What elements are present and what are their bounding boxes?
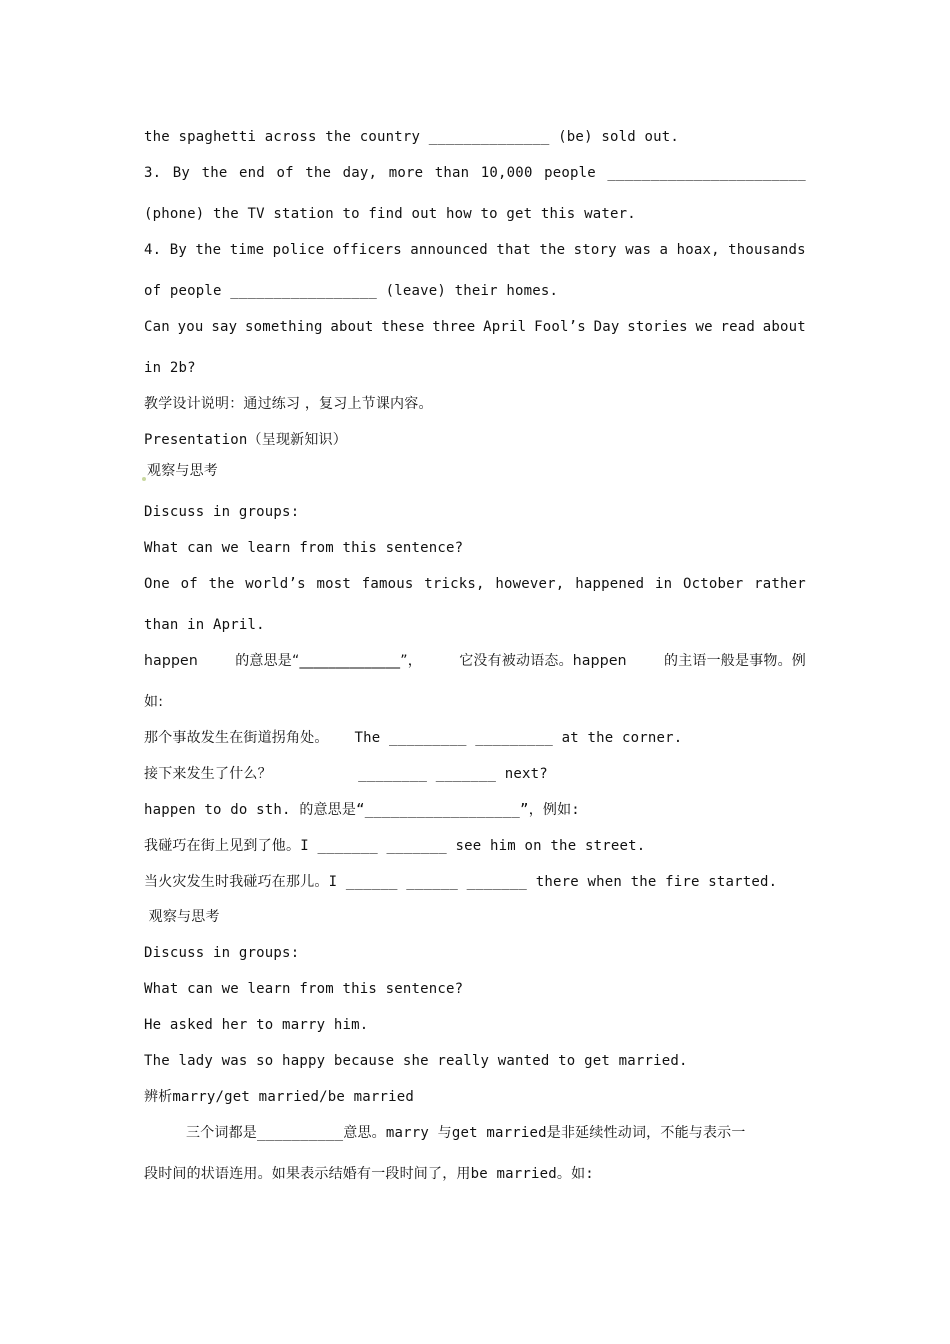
word: about: [762, 319, 806, 335]
exercise-item-3-continued: (phone) the TV station to find out how to get this water.: [144, 206, 636, 222]
word: _______________________: [607, 165, 806, 181]
word: time: [229, 242, 265, 258]
word: thousands: [728, 242, 806, 258]
contrast-heading: 辨析marry/get married/be married: [144, 1089, 415, 1105]
word: these: [381, 319, 425, 335]
word: end: [239, 165, 265, 181]
word: officers: [332, 242, 402, 258]
word: By: [172, 165, 191, 181]
paragraph-line-2: 段时间的状语连用。如果表示结婚有一段时间了，用be married。如:: [144, 1166, 594, 1182]
word: a: [659, 242, 669, 258]
word: rather: [754, 576, 806, 592]
example-sentence-3: The lady was so happy because she really wanted to get married.: [144, 1053, 688, 1069]
word: Fool’s: [534, 319, 586, 335]
exercise-item-3: [144, 164, 806, 182]
word: the: [539, 242, 566, 258]
word: however,: [495, 576, 565, 592]
word: read: [720, 319, 756, 335]
word: in: [654, 576, 673, 592]
word: April: [483, 319, 527, 335]
word: about: [330, 319, 374, 335]
word: of: [180, 576, 198, 592]
question-prompt: What can we learn from this sentence?: [144, 540, 464, 556]
happen-meaning-continued: 如:: [144, 694, 164, 710]
word: three: [432, 319, 476, 335]
exercise-line-2-continued: the spaghetti across the country ______________ (be) sold out.: [144, 129, 679, 145]
word: happen: [144, 653, 198, 669]
word: tricks,: [424, 576, 485, 592]
word: you: [177, 319, 204, 335]
review-question: [144, 318, 806, 336]
example-sentence-continued: than in April.: [144, 617, 265, 633]
presentation-heading: Presentation（呈现新知识）: [144, 432, 347, 448]
word: happened: [575, 576, 645, 592]
word: announced: [410, 242, 488, 258]
translation-example-1: 那个事故发生在街道拐角处。 The _________ _________ at the corner.: [144, 730, 683, 746]
exercise-item-4: [144, 241, 806, 259]
translation-example-4: 当火灾发生时我碰巧在那儿。I ______ ______ _______ there when the fire started.: [144, 874, 778, 890]
example-sentence-2: He asked her to marry him.: [144, 1017, 369, 1033]
word: hoax,: [676, 242, 720, 258]
word: of: [276, 165, 294, 181]
word: we: [695, 319, 713, 335]
design-note: 教学设计说明：通过练习 ，复习上节课内容。: [144, 396, 433, 412]
section-heading-observe-think: 观察与思考: [147, 463, 218, 479]
discuss-prompt-2: Discuss in groups:: [144, 945, 300, 961]
word: famous: [361, 576, 414, 592]
word: the: [201, 165, 228, 181]
word: the: [305, 165, 332, 181]
word: 10,000: [480, 165, 533, 181]
word: One: [144, 576, 170, 592]
word: most: [316, 576, 351, 592]
word: that: [496, 242, 531, 258]
word: 它没有被动语态。happen: [459, 653, 627, 669]
happen-meaning: [144, 652, 806, 670]
word: more: [388, 165, 424, 181]
discuss-prompt: Discuss in groups:: [144, 504, 300, 520]
example-sentence: [144, 575, 806, 593]
word: 的主语一般是事物。例: [664, 653, 806, 669]
word: 3.: [144, 165, 162, 181]
word: stories: [627, 319, 688, 335]
word: By: [169, 242, 187, 258]
translation-example-3: 我碰巧在街上见到了他。I _______ _______ see him on the street.: [144, 838, 646, 854]
section-heading-observe-think-2: 观察与思考: [144, 909, 220, 925]
word: Can: [144, 319, 170, 335]
word: world’s: [245, 576, 306, 592]
word: the: [208, 576, 235, 592]
word: something: [244, 319, 323, 335]
question-prompt-2: What can we learn from this sentence?: [144, 981, 464, 997]
word: 4.: [144, 242, 162, 258]
word: police: [272, 242, 325, 258]
word: 的意思是“______________”，: [235, 653, 422, 669]
review-question-continued: in 2b?: [144, 360, 196, 376]
word: the: [195, 242, 222, 258]
word: than: [434, 165, 470, 181]
word: October: [682, 576, 744, 592]
word: Day: [593, 319, 620, 335]
exercise-item-4-continued: of people _________________ (leave) their homes.: [144, 283, 559, 299]
word: say: [211, 319, 238, 335]
word: day,: [342, 165, 378, 181]
word: was: [625, 242, 652, 258]
word: story: [573, 242, 617, 258]
paragraph-line-1: 三个词都是__________意思。marry 与get married是非延续性动词，不能与表示一: [186, 1125, 746, 1141]
happen-to-meaning: happen to do sth. 的意思是“__________________”，例如:: [144, 802, 580, 818]
word: people: [544, 165, 596, 181]
translation-example-2: 接下来发生了什么？ ________ _______ next?: [144, 766, 548, 782]
bullet-mark: [142, 477, 146, 481]
